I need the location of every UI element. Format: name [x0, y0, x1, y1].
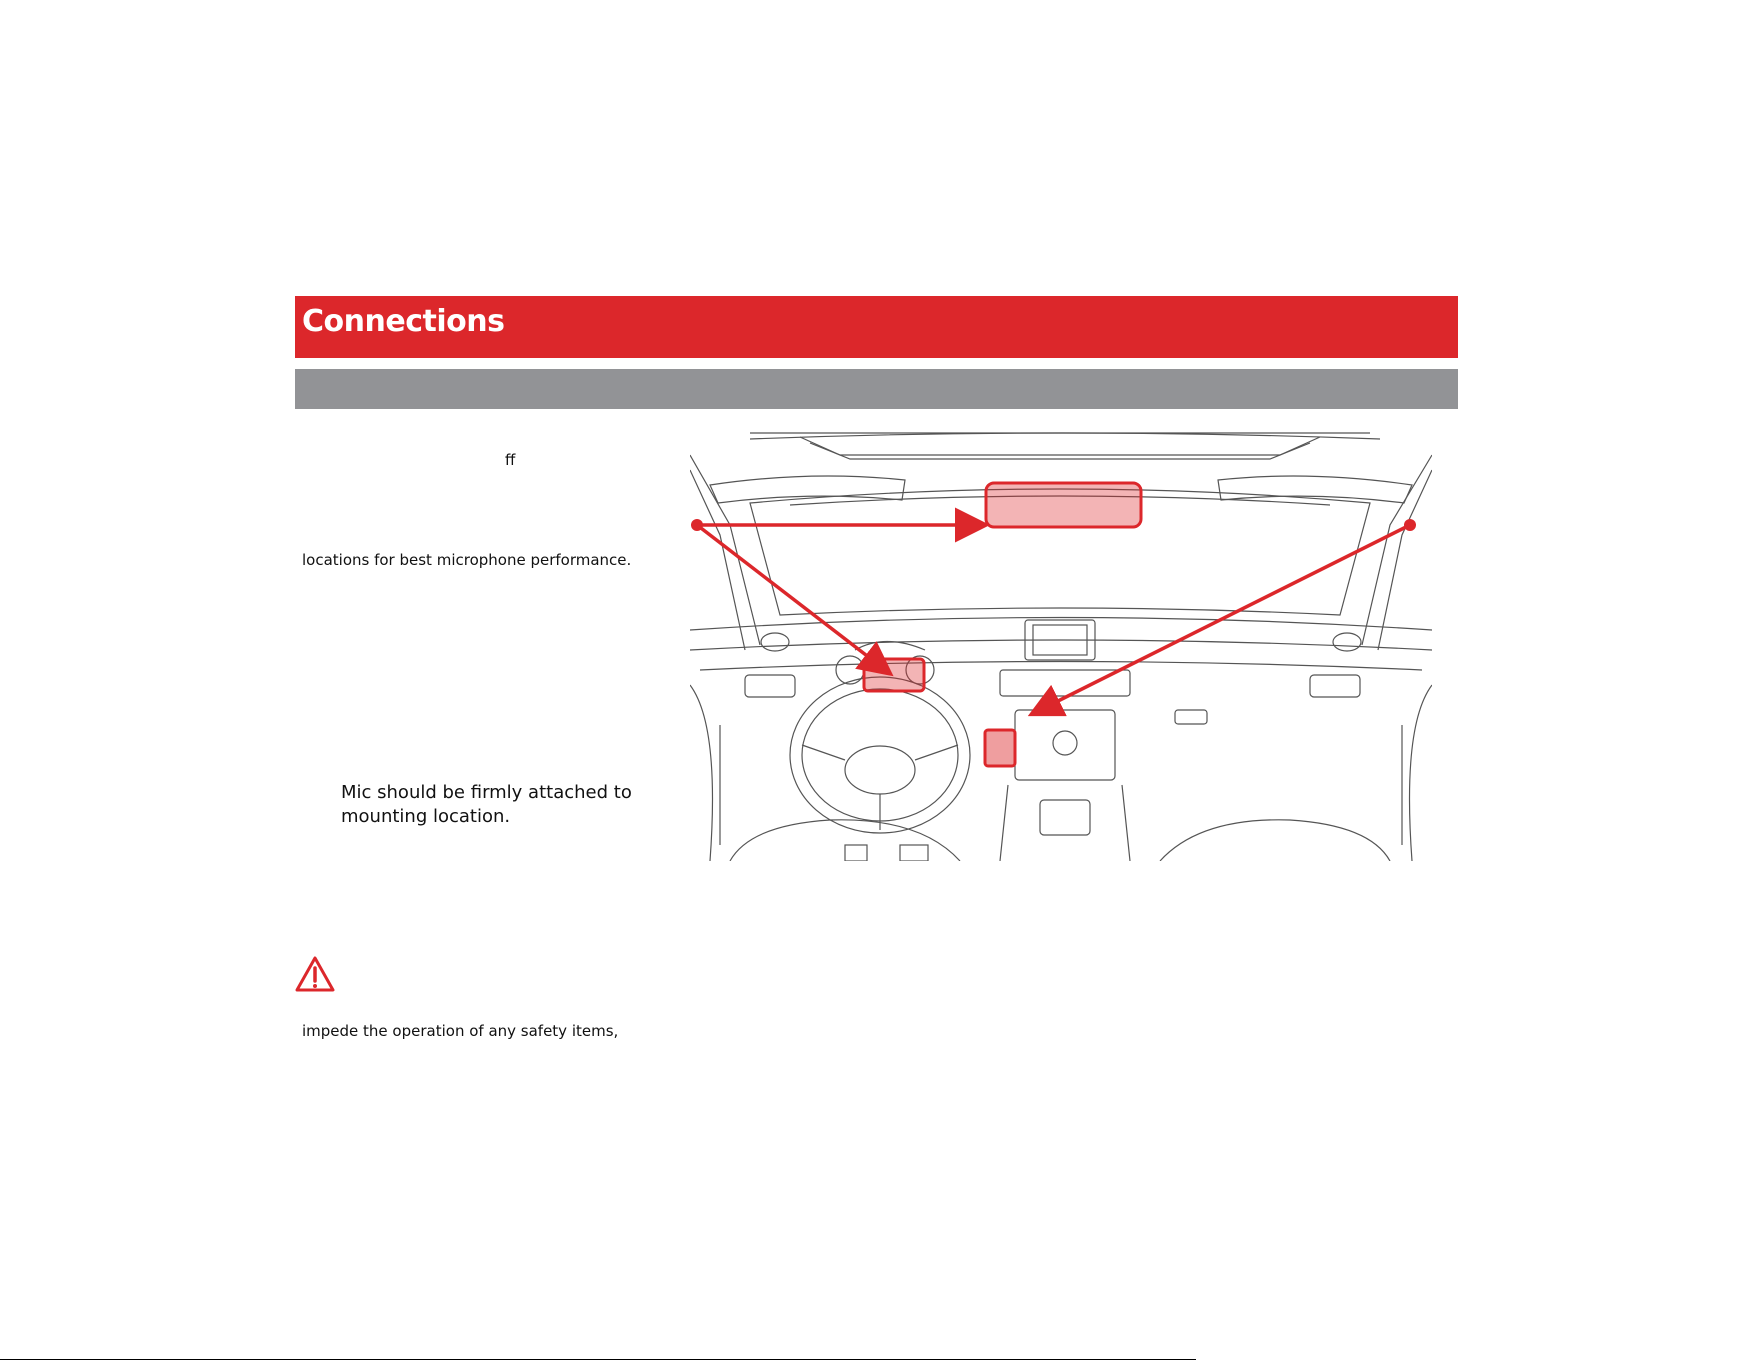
footer-rule — [0, 1359, 1196, 1360]
car-interior-diagram — [690, 425, 1432, 861]
warning-triangle-icon — [294, 955, 336, 993]
text-fragment: ff — [505, 451, 516, 469]
subheader-bar — [295, 369, 1458, 409]
page-title: Connections — [302, 304, 505, 339]
locations-text: locations for best microphone performance. — [302, 551, 632, 569]
safety-text: impede the operation of any safety items, — [302, 1022, 619, 1040]
mic-attach-text-line-1: Mic should be firmly attached to — [341, 782, 632, 803]
mic-attach-text-line-2: mounting location. — [341, 806, 511, 827]
section-header — [295, 296, 1458, 358]
